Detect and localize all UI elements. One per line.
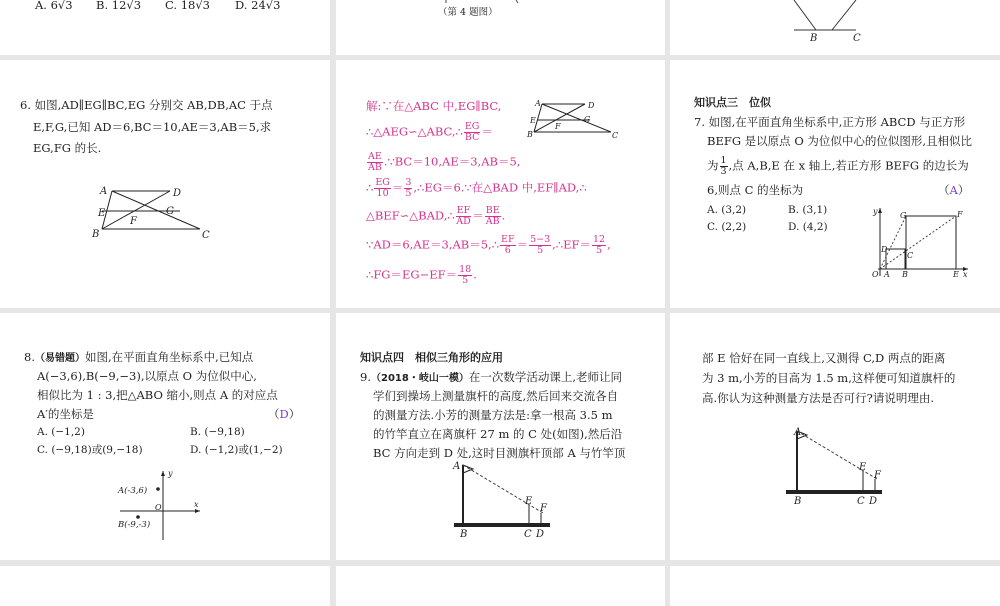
q9-line-2: 学们到操场上测量旗杆的高度,然后回来交流各自 — [373, 389, 619, 403]
label-o: O — [155, 503, 162, 512]
q7-line-4: 6,则点 C 的坐标为 — [707, 183, 804, 197]
q9-flagpole-figure — [336, 313, 665, 560]
label-g: G — [584, 115, 591, 124]
q8-answer: D — [279, 407, 289, 421]
label-e: E — [953, 270, 959, 279]
q7-figure — [670, 60, 1000, 308]
trapezoid-figure — [670, 0, 1000, 55]
q8-tag: （易错题） — [34, 353, 85, 364]
sol6-figure — [336, 60, 665, 308]
q7-choice-a: A. (3,2) — [707, 204, 747, 216]
label-b: B — [794, 496, 802, 507]
section-3-panel — [670, 60, 1000, 308]
q8-line-3: 相似比为 1 : 3,把△ABO 缩小,则点 A 的对应点 — [37, 388, 278, 402]
q8-choice-d: D. (−1,2)或(1,−2) — [190, 444, 283, 456]
section-3-heading: 知识点三 位似 — [694, 96, 771, 109]
label-g: G — [900, 211, 907, 220]
label-c: C — [857, 496, 865, 507]
solution-6-panel — [336, 60, 665, 308]
label-b: B — [902, 270, 908, 279]
q7-answer: A — [949, 183, 958, 197]
label-x: x — [963, 270, 968, 279]
label-d: D — [881, 245, 888, 254]
q9c-line-1: 部 E 恰好在同一直线上,又测得 C,D 两点的距离 — [702, 351, 946, 365]
q9c-flagpole-figure — [670, 313, 1000, 560]
q8-choice-a: A. (−1,2) — [37, 426, 85, 438]
q8-choice-c: C. (−9,18)或(9,−18) — [37, 444, 143, 456]
q7-line-3: 为 $\frac{1}{3}$ ,点 A,B,E 在 x 轴上,若正方形 BEFG 的边长为 — [707, 155, 969, 177]
label-a: A — [794, 427, 802, 438]
label-a: A — [884, 270, 890, 279]
q8-answer-paren: （D） — [268, 407, 301, 421]
choice-a: A. 6√3 — [35, 0, 73, 12]
q7-choice-b: B. (3,1) — [788, 204, 828, 216]
label-d: D — [173, 188, 182, 199]
label-e: E — [859, 462, 867, 473]
q6-line-1: 6. 如图,AD∥EG∥BC,EG 分别交 AB,DB,AC 于点 — [20, 98, 273, 112]
label-b-coords: B(-9,-3) — [118, 520, 151, 530]
section-4-heading: 知识点四 相似三角形的应用 — [360, 351, 503, 364]
question-9-continued-panel — [670, 313, 1000, 560]
label-d: D — [588, 101, 595, 110]
label-b: B — [460, 529, 468, 540]
label-g: G — [166, 206, 174, 217]
label-e: E — [525, 496, 533, 507]
q8-figure — [0, 313, 330, 560]
panel-top-left — [0, 0, 330, 55]
q6-figure — [0, 60, 330, 308]
q9-line-5: BC 方向走到 D 处,这时目测旗杆顶部 A 与竹竿顶 — [373, 446, 626, 460]
q7-line-2: BEFG 是以原点 O 为位似中心的位似图形,且相似比 — [707, 134, 973, 148]
q7-line-1: 7. 如图,在平面直角坐标系中,正方形 ABCD 与正方形 — [694, 115, 966, 129]
choice-c: C. 18√3 — [165, 0, 210, 12]
label-y: y — [168, 469, 173, 478]
sol-line-4: ∴ $\frac{EG}{10}$ ＝ $\frac{3}{5}$ ,∴EG＝6.∵在△BAD 中,EF∥AD,∴ — [366, 177, 587, 199]
q6-line-3: EG,FG 的长. — [33, 141, 102, 155]
label-x: x — [194, 500, 199, 509]
label-f: F — [555, 122, 561, 131]
panel-bottom-middle-partial — [336, 566, 665, 606]
label-d: D — [869, 496, 878, 507]
q6-line-2: E,F,G,已知 AD＝6,BC＝10,AE＝3,AB＝5,求 — [33, 120, 272, 134]
label-e: E — [530, 116, 536, 125]
label-a: A — [535, 99, 541, 108]
sol-line-5: △BEF∽△BAD,∴ $\frac{EF}{AD}$ ＝ $\frac{BE}{AB}$ . — [366, 205, 506, 227]
label-o: O — [872, 270, 879, 279]
q8-line-2: A(−3,6),B(−9,−3),以原点 O 为位似中心, — [37, 369, 257, 383]
q8-choice-b: B. (−9,18) — [190, 426, 245, 438]
label-b: B — [92, 229, 100, 240]
panel-bottom-right-partial — [670, 566, 1000, 606]
q7-answer-paren: （A） — [938, 183, 970, 197]
q7-choice-d: D. (4,2) — [788, 221, 828, 233]
label-b: B — [527, 130, 533, 139]
sol-line-6: ∵AD＝6,AE＝3,AB＝5,∴ $\frac{EF}{6}$ ＝ $\frac{5-3}{5}$ ,∴EF＝ $\frac{12}{5}$ , — [366, 234, 611, 256]
label-f: F — [130, 216, 137, 227]
label-c: C — [202, 230, 210, 241]
label-c: C — [524, 529, 532, 540]
q9c-line-2: 为 3 m,小芳的目高为 1.5 m,这样便可知道旗杆的 — [702, 371, 956, 385]
panel-top-right — [670, 0, 1000, 55]
figure-4-fragment — [336, 0, 665, 55]
sol-line-2: ∴△AEG∽△ABC,∴ $\frac{EG}{BC}$ ＝ — [366, 121, 493, 143]
q8-line-4: A′的坐标是 — [37, 407, 94, 421]
q9-line-1: 9.（2018・岐山一模）在一次数学活动课上,老师让同 — [360, 370, 622, 384]
figure-caption: （第 4 题图） — [438, 7, 498, 18]
sol-line-3: $\frac{AE}{AB}$ .∵BC＝10,AE＝3,AB＝5, — [367, 151, 521, 173]
label-y: y — [873, 207, 878, 216]
sol-line-1: 解:∵在△ABC 中,EG∥BC, — [366, 99, 502, 113]
q9-line-4: 的竹竿直立在离旗杆 27 m 的 C 处(如图),然后沿 — [373, 427, 623, 441]
q9c-line-3: 高.你认为这种测量方法是否可行?请说明理由. — [702, 391, 934, 405]
sol-line-7: ∴FG＝EG−EF＝ $\frac{18}{5}$ . — [366, 264, 477, 286]
question-6-panel — [0, 60, 330, 308]
label-f: F — [874, 470, 881, 481]
choice-d: D. 24√3 — [235, 0, 281, 12]
label-d: D — [536, 529, 545, 540]
panel-top-middle — [336, 0, 665, 55]
label-c: C — [612, 131, 619, 140]
label-c: C — [907, 251, 914, 260]
section-4-panel — [336, 313, 665, 560]
label-f: F — [540, 503, 547, 514]
label-a: A — [100, 186, 108, 197]
label-e: E — [98, 208, 106, 219]
q9-line-3: 的测量方法.小芳的测量方法是:拿一根高 3.5 m — [373, 408, 613, 422]
q7-choice-c: C. (2,2) — [707, 221, 747, 233]
question-8-panel — [0, 313, 330, 560]
label-a-coords: A(-3,6) — [118, 486, 148, 496]
label-a: A — [453, 461, 461, 472]
panel-bottom-left-partial — [0, 566, 330, 606]
label-f: F — [957, 210, 963, 219]
label-c: C — [853, 33, 861, 44]
choice-b: B. 12√3 — [96, 0, 142, 12]
q8-line-1: 8.（易错题）如图,在平面直角坐标系中,已知点 — [24, 350, 254, 364]
label-b: B — [810, 33, 818, 44]
q9-tag: （2018・岐山一模） — [370, 373, 469, 384]
